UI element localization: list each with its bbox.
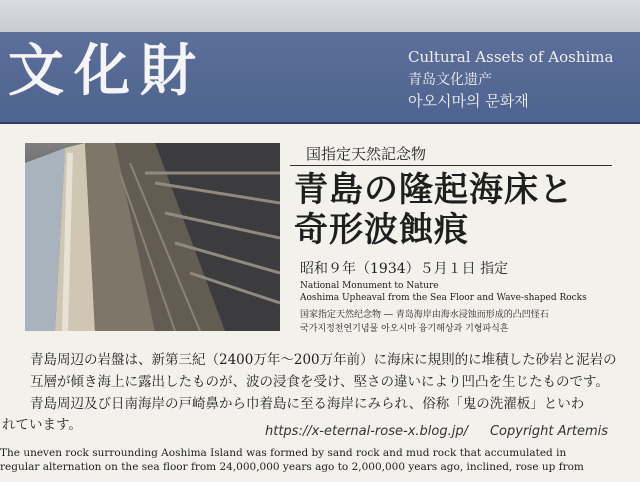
rock-photo xyxy=(25,143,280,331)
banner-subtitle-en: Cultural Assets of Aoshima xyxy=(408,48,614,66)
monument-en-line1: National Monument to Nature xyxy=(300,281,439,291)
banner-title: 文化財 xyxy=(8,38,206,104)
monument-category: 国指定天然記念物 xyxy=(306,145,427,163)
en-text-line2: regular alternation on the sea floor from 24,000,000 years ago to 2,000,000 years ago, inclined, rose up from xyxy=(0,461,584,473)
watermark-copyright: Copyright Artemis xyxy=(489,424,609,439)
background-strip xyxy=(0,0,640,32)
banner-subtitle-zh: 青岛文化遗产 xyxy=(408,72,492,88)
jp-text-line4: れています。 xyxy=(2,417,82,433)
watermark xyxy=(265,424,630,439)
monument-en-line2: Aoshima Upheaval from the Sea Floor and Wave-shaped Rocks xyxy=(300,293,587,303)
designation-date: 昭和９年（1934）５月１日 指定 xyxy=(300,261,509,277)
heading-divider xyxy=(290,165,612,166)
monument-zh-line: 国家指定天然纪念物 ― 青岛海岸由海水浸蚀而形成的凸凹怪石 xyxy=(300,310,549,320)
monument-title-line1: 青島の隆起海床と xyxy=(294,170,574,210)
en-text-line1: The uneven rock surrounding Aoshima Island was formed by sand rock and mud rock that accumulated in xyxy=(0,447,567,459)
watermark-url: https://x-eternal-rose-x.blog.jp/ xyxy=(265,424,468,439)
banner-subtitle-ko: 아오시마의 문화재 xyxy=(408,92,529,110)
jp-text-line1: 青島周辺の岩盤は、新第三紀（2400万年〜200万年前）に海床に規則的に堆積した砂岩と泥岩の xyxy=(30,352,617,368)
jp-text-line2: 互層が傾き海上に露出したものが、波の浸食を受け、堅さの違いにより凹凸を生じたものです。 xyxy=(30,374,609,390)
jp-text-line3: 青島周辺及び日南海岸の戸崎鼻から巾着島に至る海岸にみられ、俗称「鬼の洗濯板」といわ xyxy=(30,396,585,412)
monument-title-line2: 奇形波蝕痕 xyxy=(294,210,469,250)
monument-ko-line: 국가지정천연기념물 아오시마 융기해상과 기형파식흔 xyxy=(300,324,509,334)
